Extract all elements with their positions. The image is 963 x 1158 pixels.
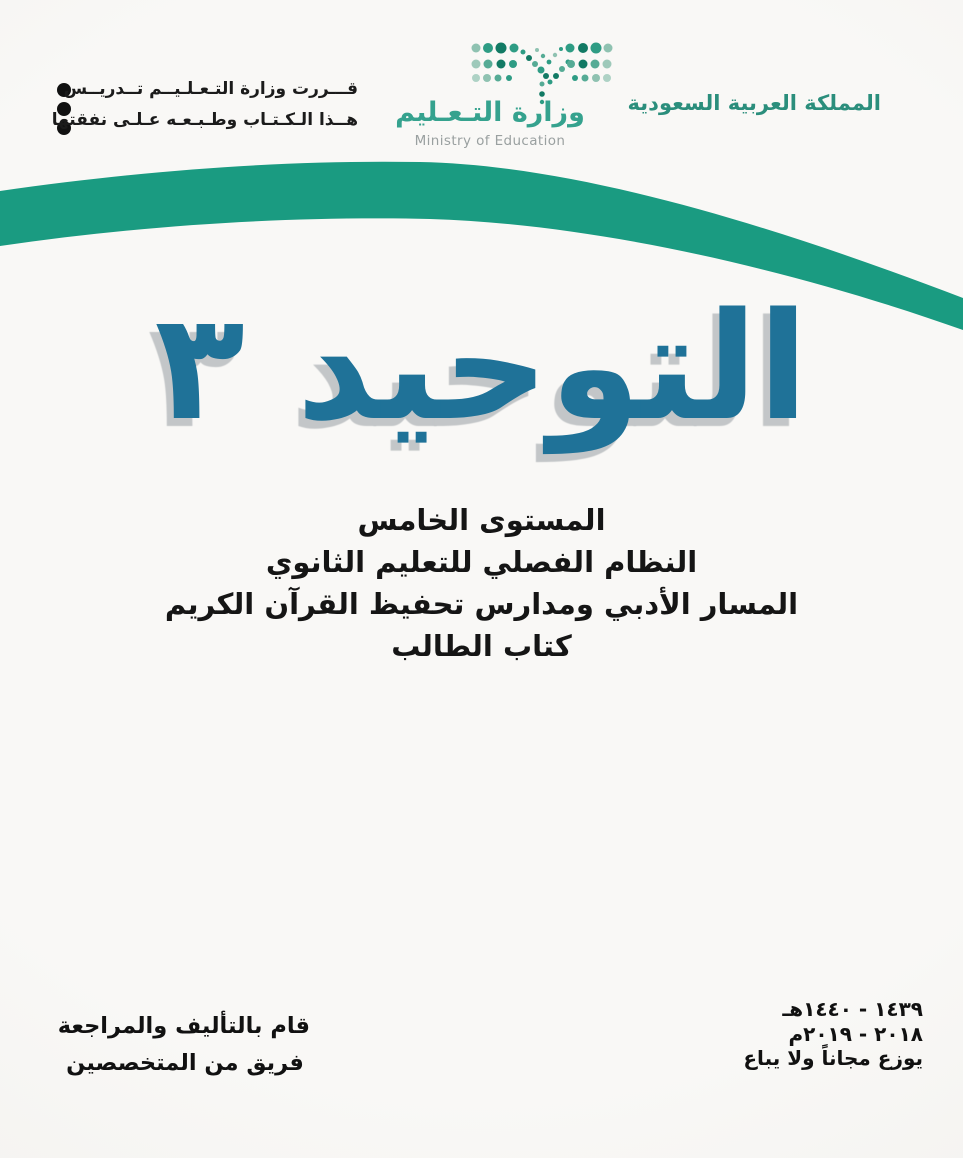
subtitle-line-track: المسار الأدبي ومدارس تحفيظ القرآن الكريم <box>164 587 799 621</box>
subtitle-block <box>0 499 963 667</box>
edition-hijri-years: ١٤٣٩ - ١٤٤٠هـ <box>782 997 923 1021</box>
decision-line-1: قـــررت وزارة التـعـلـيــم تــدريــس <box>63 79 358 99</box>
kingdom-label: المملكة العربية السعودية <box>627 91 881 115</box>
ministry-logo-dots-icon <box>471 38 613 106</box>
credits-block <box>57 1008 310 1082</box>
ministry-logo-english-label: Ministry of Education <box>414 133 566 149</box>
edition-distribution-note: يوزع مجاناً ولا يباع <box>743 1046 923 1070</box>
credits-line-2: فريق من المتخصصين <box>66 1050 304 1076</box>
subtitle-line-system: النظام الفصلي للتعليم الثانوي <box>265 545 698 579</box>
subtitle-line-level: المستوى الخامس <box>357 503 606 537</box>
edition-gregorian-years: ٢٠١٨ - ٢٠١٩م <box>788 1021 923 1046</box>
book-title: التوحيد ٣ <box>154 281 809 453</box>
subtitle-line-student-book: كتاب الطالب <box>391 629 572 663</box>
decision-line-2: هــذا الـكـتـاب وطـبـعـه عـلـى نفقتها <box>51 110 358 130</box>
ministry-decision-statement <box>51 74 358 136</box>
ministry-logo-arabic-wordmark: وزارة التـعـليم <box>395 97 585 128</box>
edition-block <box>663 997 923 1071</box>
credits-line-1: قام بالتأليف والمراجعة <box>57 1013 310 1039</box>
